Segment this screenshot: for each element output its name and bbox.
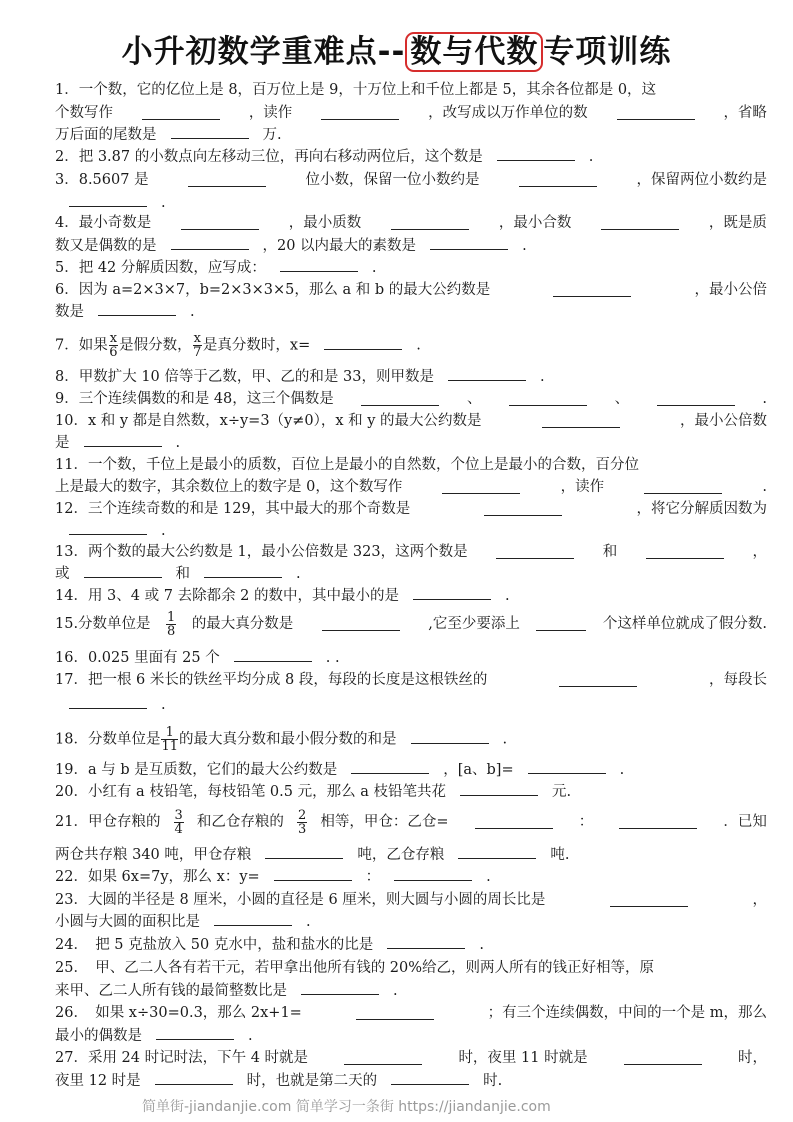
answer-blank[interactable] xyxy=(301,982,379,995)
answer-blank[interactable] xyxy=(351,761,429,774)
answer-blank[interactable] xyxy=(442,481,520,494)
question-line xyxy=(55,236,767,256)
question-text: 5．把 42 分解质因数，应写成： xyxy=(55,260,266,276)
question-text: 13．两个数的最大公约数是 1，最小公倍数是 323，这两个数是 xyxy=(55,544,468,560)
answer-blank[interactable] xyxy=(536,618,586,631)
question-line xyxy=(55,367,767,387)
question-line xyxy=(55,981,767,1001)
question-line xyxy=(55,935,767,955)
question-text: ，最小公倍 xyxy=(694,282,767,298)
question-text: 的最大真分数和最小假分数的和是 xyxy=(179,731,397,748)
question-text: 和 xyxy=(175,566,190,582)
question-text: 15.分数单位是 xyxy=(55,616,151,632)
question-text: . xyxy=(161,523,166,539)
question-text: 个数写作 xyxy=(55,105,113,121)
question-line xyxy=(55,193,767,213)
question-text: 小圆与大圆的面积比是 xyxy=(55,914,200,930)
answer-blank[interactable] xyxy=(214,913,292,926)
answer-blank[interactable] xyxy=(458,846,536,859)
answer-blank[interactable] xyxy=(391,217,469,230)
answer-blank[interactable] xyxy=(601,217,679,230)
question-text: 位小数，保留一位小数约是 xyxy=(305,172,480,188)
question-text: 17．把一根 6 米长的铁丝平均分成 8 段，每段的长度是这根铁丝的 xyxy=(55,672,488,688)
fraction-denominator: 4 xyxy=(174,821,183,837)
answer-blank[interactable] xyxy=(646,546,724,559)
question-text: . xyxy=(416,337,421,354)
question-text: ： xyxy=(578,814,594,830)
question-line xyxy=(55,845,767,865)
answer-blank[interactable] xyxy=(265,846,343,859)
fraction-numerator: x xyxy=(193,331,201,346)
answer-blank[interactable] xyxy=(496,546,574,559)
question-text: 19．a 与 b 是互质数，它们的最大公约数是 xyxy=(55,762,338,778)
question-text: ，省略 xyxy=(723,105,767,121)
answer-blank[interactable] xyxy=(84,565,162,578)
question-text: 或 xyxy=(55,566,70,582)
question-line xyxy=(55,586,767,606)
question-text: 27．采用 24 时记时法，下午 4 时就是 xyxy=(55,1050,309,1066)
answer-blank[interactable] xyxy=(321,107,399,120)
question-text: . . xyxy=(325,650,340,666)
answer-blank[interactable] xyxy=(619,816,697,829)
fraction xyxy=(109,332,118,359)
fraction-denominator: 3 xyxy=(298,821,307,837)
answer-blank[interactable] xyxy=(497,148,575,161)
answer-blank[interactable] xyxy=(156,1027,234,1040)
question-text: . xyxy=(588,149,594,165)
question-text: . xyxy=(502,731,508,748)
fraction xyxy=(174,809,184,836)
question-text: 时，夜里 11 时就是 xyxy=(458,1050,588,1066)
title-suffix: 专项训练 xyxy=(543,34,672,70)
question-text: ，既是质 xyxy=(708,215,767,231)
question-text: 3．8.5607 是 xyxy=(55,172,149,188)
fraction-numerator: 1 xyxy=(161,726,178,740)
answer-blank[interactable] xyxy=(475,816,553,829)
answer-blank[interactable] xyxy=(361,393,439,406)
question-line xyxy=(55,258,767,278)
answer-blank[interactable] xyxy=(624,1052,702,1065)
question-line xyxy=(55,760,767,780)
question-text: 4．最小奇数是 xyxy=(55,215,152,231)
question-line xyxy=(55,1026,767,1046)
question-line xyxy=(55,695,767,715)
answer-blank[interactable] xyxy=(391,1072,469,1085)
question-text: ，最小公倍数 xyxy=(680,413,767,429)
question-text: 数又是偶数的是 xyxy=(55,238,157,254)
question-line xyxy=(55,1048,767,1068)
answer-blank[interactable] xyxy=(344,1052,422,1065)
answer-blank[interactable] xyxy=(69,194,147,207)
answer-blank[interactable] xyxy=(84,434,162,447)
question-line xyxy=(55,670,767,690)
question-line xyxy=(55,389,767,409)
question-text: ，保留两位小数约是 xyxy=(636,172,767,188)
question-text: . xyxy=(371,260,377,276)
question-text: 8．甲数扩大 10 倍等于乙数，甲、乙的和是 33，则甲数是 xyxy=(55,369,434,385)
question-line xyxy=(55,521,767,541)
question-text: 2．把 3.87 的小数点向左移动三位，再向右移动两位后，这个数是 xyxy=(55,149,483,165)
answer-blank[interactable] xyxy=(356,1007,434,1020)
question-text: 、 xyxy=(614,391,630,407)
page-title xyxy=(0,26,793,71)
question-text: ，读作 xyxy=(248,105,293,121)
question-text: . xyxy=(248,1028,253,1044)
question-text: 时. xyxy=(483,1073,503,1089)
answer-blank[interactable] xyxy=(519,174,597,187)
question-line xyxy=(55,958,767,978)
question-text: ；有三个连续偶数，中间的一个是 m，那么 xyxy=(487,1005,767,1021)
question-text: 18．分数单位是 xyxy=(55,731,161,748)
answer-blank[interactable] xyxy=(617,107,695,120)
question-line xyxy=(55,564,767,584)
question-line xyxy=(55,648,767,668)
answer-blank[interactable] xyxy=(542,415,620,428)
watermark: 简单街-jiandanjie.com 简单学习一条街 https://jiandanjie.com xyxy=(142,1099,551,1115)
question-text: . xyxy=(762,391,767,407)
question-line xyxy=(55,499,767,519)
question-text: . xyxy=(522,238,527,254)
title-prefix: 小升初数学重难点-- xyxy=(121,34,406,70)
question-text: . xyxy=(175,435,181,451)
question-line xyxy=(55,411,767,431)
question-text: 数是 xyxy=(55,304,84,320)
answer-blank[interactable] xyxy=(559,674,637,687)
question-text: 两仓共存粮 340 吨，甲仓存粮 xyxy=(55,847,252,863)
question-text: . xyxy=(505,588,510,604)
question-line xyxy=(55,609,767,639)
fraction xyxy=(166,611,176,638)
answer-blank[interactable] xyxy=(448,368,526,381)
question-text: 是假分数， xyxy=(119,337,192,354)
question-text: 1．一个数，它的亿位上是 8，百万位上是 9，十万位上和千位上都是 5，其余各位都是 0，这 xyxy=(55,82,657,98)
fraction-numerator: x xyxy=(109,331,118,346)
question-text: ： xyxy=(365,869,381,885)
question-line xyxy=(55,170,767,190)
question-line xyxy=(55,103,767,123)
answer-blank[interactable] xyxy=(610,894,688,907)
fraction-numerator: 1 xyxy=(167,609,176,625)
question-text: 6．因为 a=2×3×7，b=2×3×3×5，那么 a 和 b 的最大公约数是 xyxy=(55,282,491,298)
fraction-numerator: 3 xyxy=(174,807,183,823)
question-text: 10．x 和 y 都是自然数，x÷y=3（y≠0），x 和 y 的最大公约数是 xyxy=(55,413,482,429)
answer-blank[interactable] xyxy=(411,731,489,744)
answer-blank[interactable] xyxy=(234,649,312,662)
question-text: 是真分数时，x= xyxy=(202,337,311,354)
question-text: 万后面的尾数是 xyxy=(55,127,157,143)
question-text: 9．三个连续偶数的和是 48，这三个偶数是 xyxy=(55,391,334,407)
answer-blank[interactable] xyxy=(181,217,259,230)
question-line xyxy=(55,213,767,233)
question-text: 吨，乙仓存粮 xyxy=(357,847,445,863)
question-text: 个这样单位就成了假分数. xyxy=(602,616,767,632)
question-line xyxy=(55,782,767,802)
question-text: . xyxy=(161,195,166,211)
question-text: 最小的偶数是 xyxy=(55,1028,142,1044)
question-line xyxy=(55,125,767,145)
question-text: 24． 把 5 克盐放入 50 克水中，盐和盐水的比是 xyxy=(55,937,374,953)
question-text: 上是最大的数字，其余数位上的数字是 0，这个数写作 xyxy=(55,479,403,495)
answer-blank[interactable] xyxy=(274,868,352,881)
answer-blank[interactable] xyxy=(324,337,402,350)
answer-blank[interactable] xyxy=(413,587,491,600)
question-text: ， xyxy=(752,544,767,560)
answer-blank[interactable] xyxy=(528,761,606,774)
question-text: ，最小质数 xyxy=(288,215,362,231)
fraction xyxy=(297,809,307,836)
question-text: ,它至少要添上 xyxy=(428,616,520,632)
answer-blank[interactable] xyxy=(171,126,249,139)
question-text: 25． 甲、乙二人各有若干元，若甲拿出他所有钱的 20%给乙，则两人所有的钱正好相等，原 xyxy=(55,960,655,976)
question-line xyxy=(55,867,767,887)
question-text: 20．小红有 a 枝铅笔，每枝铅笔 0.5 元，那么 a 枝铅笔共花 xyxy=(55,784,446,800)
question-text: 和 xyxy=(602,544,618,560)
question-text: 夜里 12 时是 xyxy=(55,1073,141,1089)
answer-blank[interactable] xyxy=(142,107,220,120)
question-text: ．已知 xyxy=(723,814,767,830)
answer-blank[interactable] xyxy=(69,522,147,535)
question-line xyxy=(55,455,767,475)
question-text: ，将它分解质因数为 xyxy=(636,501,767,517)
question-text: ， xyxy=(752,892,767,908)
question-text: ，每段长 xyxy=(709,672,767,688)
question-text: 21．甲仓存粮的 xyxy=(55,814,161,830)
question-text: . xyxy=(539,369,545,385)
question-text: 7．如果 xyxy=(55,337,108,354)
question-text: 吨. xyxy=(550,847,570,863)
answer-blank[interactable] xyxy=(509,393,587,406)
fraction xyxy=(193,332,202,359)
question-text: 26． 如果 x÷30=0.3，那么 2x+1= xyxy=(55,1005,302,1021)
question-text: 时， xyxy=(737,1050,767,1066)
fraction-denominator: 8 xyxy=(167,623,176,639)
question-text: . xyxy=(190,304,195,320)
question-line xyxy=(55,302,767,322)
question-text: 22．如果 6x=7y，那么 x：y= xyxy=(55,869,260,885)
fraction-denominator: 6 xyxy=(109,345,118,360)
answer-blank[interactable] xyxy=(644,481,722,494)
question-line xyxy=(55,1003,767,1023)
question-text: . xyxy=(486,869,491,885)
answer-blank[interactable] xyxy=(553,284,631,297)
question-text: ，20 以内最大的素数是 xyxy=(262,238,417,254)
answer-blank[interactable] xyxy=(280,259,358,272)
question-text: 时，也就是第二天的 xyxy=(246,1073,378,1089)
question-line xyxy=(55,331,767,360)
answer-blank[interactable] xyxy=(98,303,176,316)
fraction-denominator: 7 xyxy=(193,345,202,360)
question-text: 11．一个数，千位上是最小的质数，百位上是最小的自然数，个位上是最小的合数，百分位 xyxy=(55,457,639,473)
question-line xyxy=(55,890,767,910)
question-text: 万. xyxy=(262,127,282,143)
question-line xyxy=(55,147,767,167)
answer-blank[interactable] xyxy=(204,565,282,578)
question-text: 、 xyxy=(466,391,482,407)
question-line xyxy=(55,1071,767,1091)
question-text: . xyxy=(161,697,166,713)
question-text: ，[a、b]= xyxy=(443,762,514,778)
answer-blank[interactable] xyxy=(430,237,508,250)
answer-blank[interactable] xyxy=(460,783,538,796)
question-text: . xyxy=(306,914,311,930)
question-text: 来甲、乙二人所有钱的最简整数比是 xyxy=(55,983,287,999)
question-line xyxy=(55,433,767,453)
question-text: 12．三个连续奇数的和是 129，其中最大的那个奇数是 xyxy=(55,501,411,517)
question-text: . xyxy=(393,983,398,999)
question-text: 16．0.025 里面有 25 个 xyxy=(55,650,220,666)
question-line xyxy=(55,912,767,932)
question-text: 元. xyxy=(551,784,572,800)
answer-blank[interactable] xyxy=(657,393,735,406)
fraction-numerator: 2 xyxy=(298,807,307,823)
question-text: 相等，甲仓：乙仓= xyxy=(320,814,449,830)
question-text: . xyxy=(762,479,767,495)
question-text: ，最小合数 xyxy=(498,215,572,231)
fraction-denominator: 11 xyxy=(161,739,178,754)
question-text: . xyxy=(619,762,625,778)
title-highlight: 数与代数 xyxy=(405,32,543,72)
answer-blank[interactable] xyxy=(484,503,562,516)
answer-blank[interactable] xyxy=(322,618,400,631)
question-text: 23．大圆的半径是 8 厘米，小圆的直径是 6 厘米，则大圆与小圆的周长比是 xyxy=(55,892,546,908)
question-text: . xyxy=(296,566,301,582)
question-text: ，改写成以万作单位的数 xyxy=(428,105,588,121)
answer-blank[interactable] xyxy=(155,1072,233,1085)
question-line xyxy=(55,280,767,300)
question-text: ，读作 xyxy=(560,479,605,495)
answer-blank[interactable] xyxy=(188,174,266,187)
question-line xyxy=(55,725,767,754)
question-text: 和乙仓存粮的 xyxy=(196,814,284,830)
question-line xyxy=(55,542,767,562)
answer-blank[interactable] xyxy=(171,237,249,250)
question-text: 14．用 3、4 或 7 去除都余 2 的数中，其中最小的是 xyxy=(55,588,400,604)
question-text: 的最大真分数是 xyxy=(191,616,294,632)
question-line xyxy=(55,477,767,497)
fraction xyxy=(161,726,178,753)
answer-blank[interactable] xyxy=(69,696,147,709)
answer-blank[interactable] xyxy=(387,936,465,949)
answer-blank[interactable] xyxy=(394,868,472,881)
question-line xyxy=(55,80,767,100)
question-line xyxy=(55,807,767,837)
question-text: . xyxy=(479,937,484,953)
question-text: 是 xyxy=(55,435,70,451)
